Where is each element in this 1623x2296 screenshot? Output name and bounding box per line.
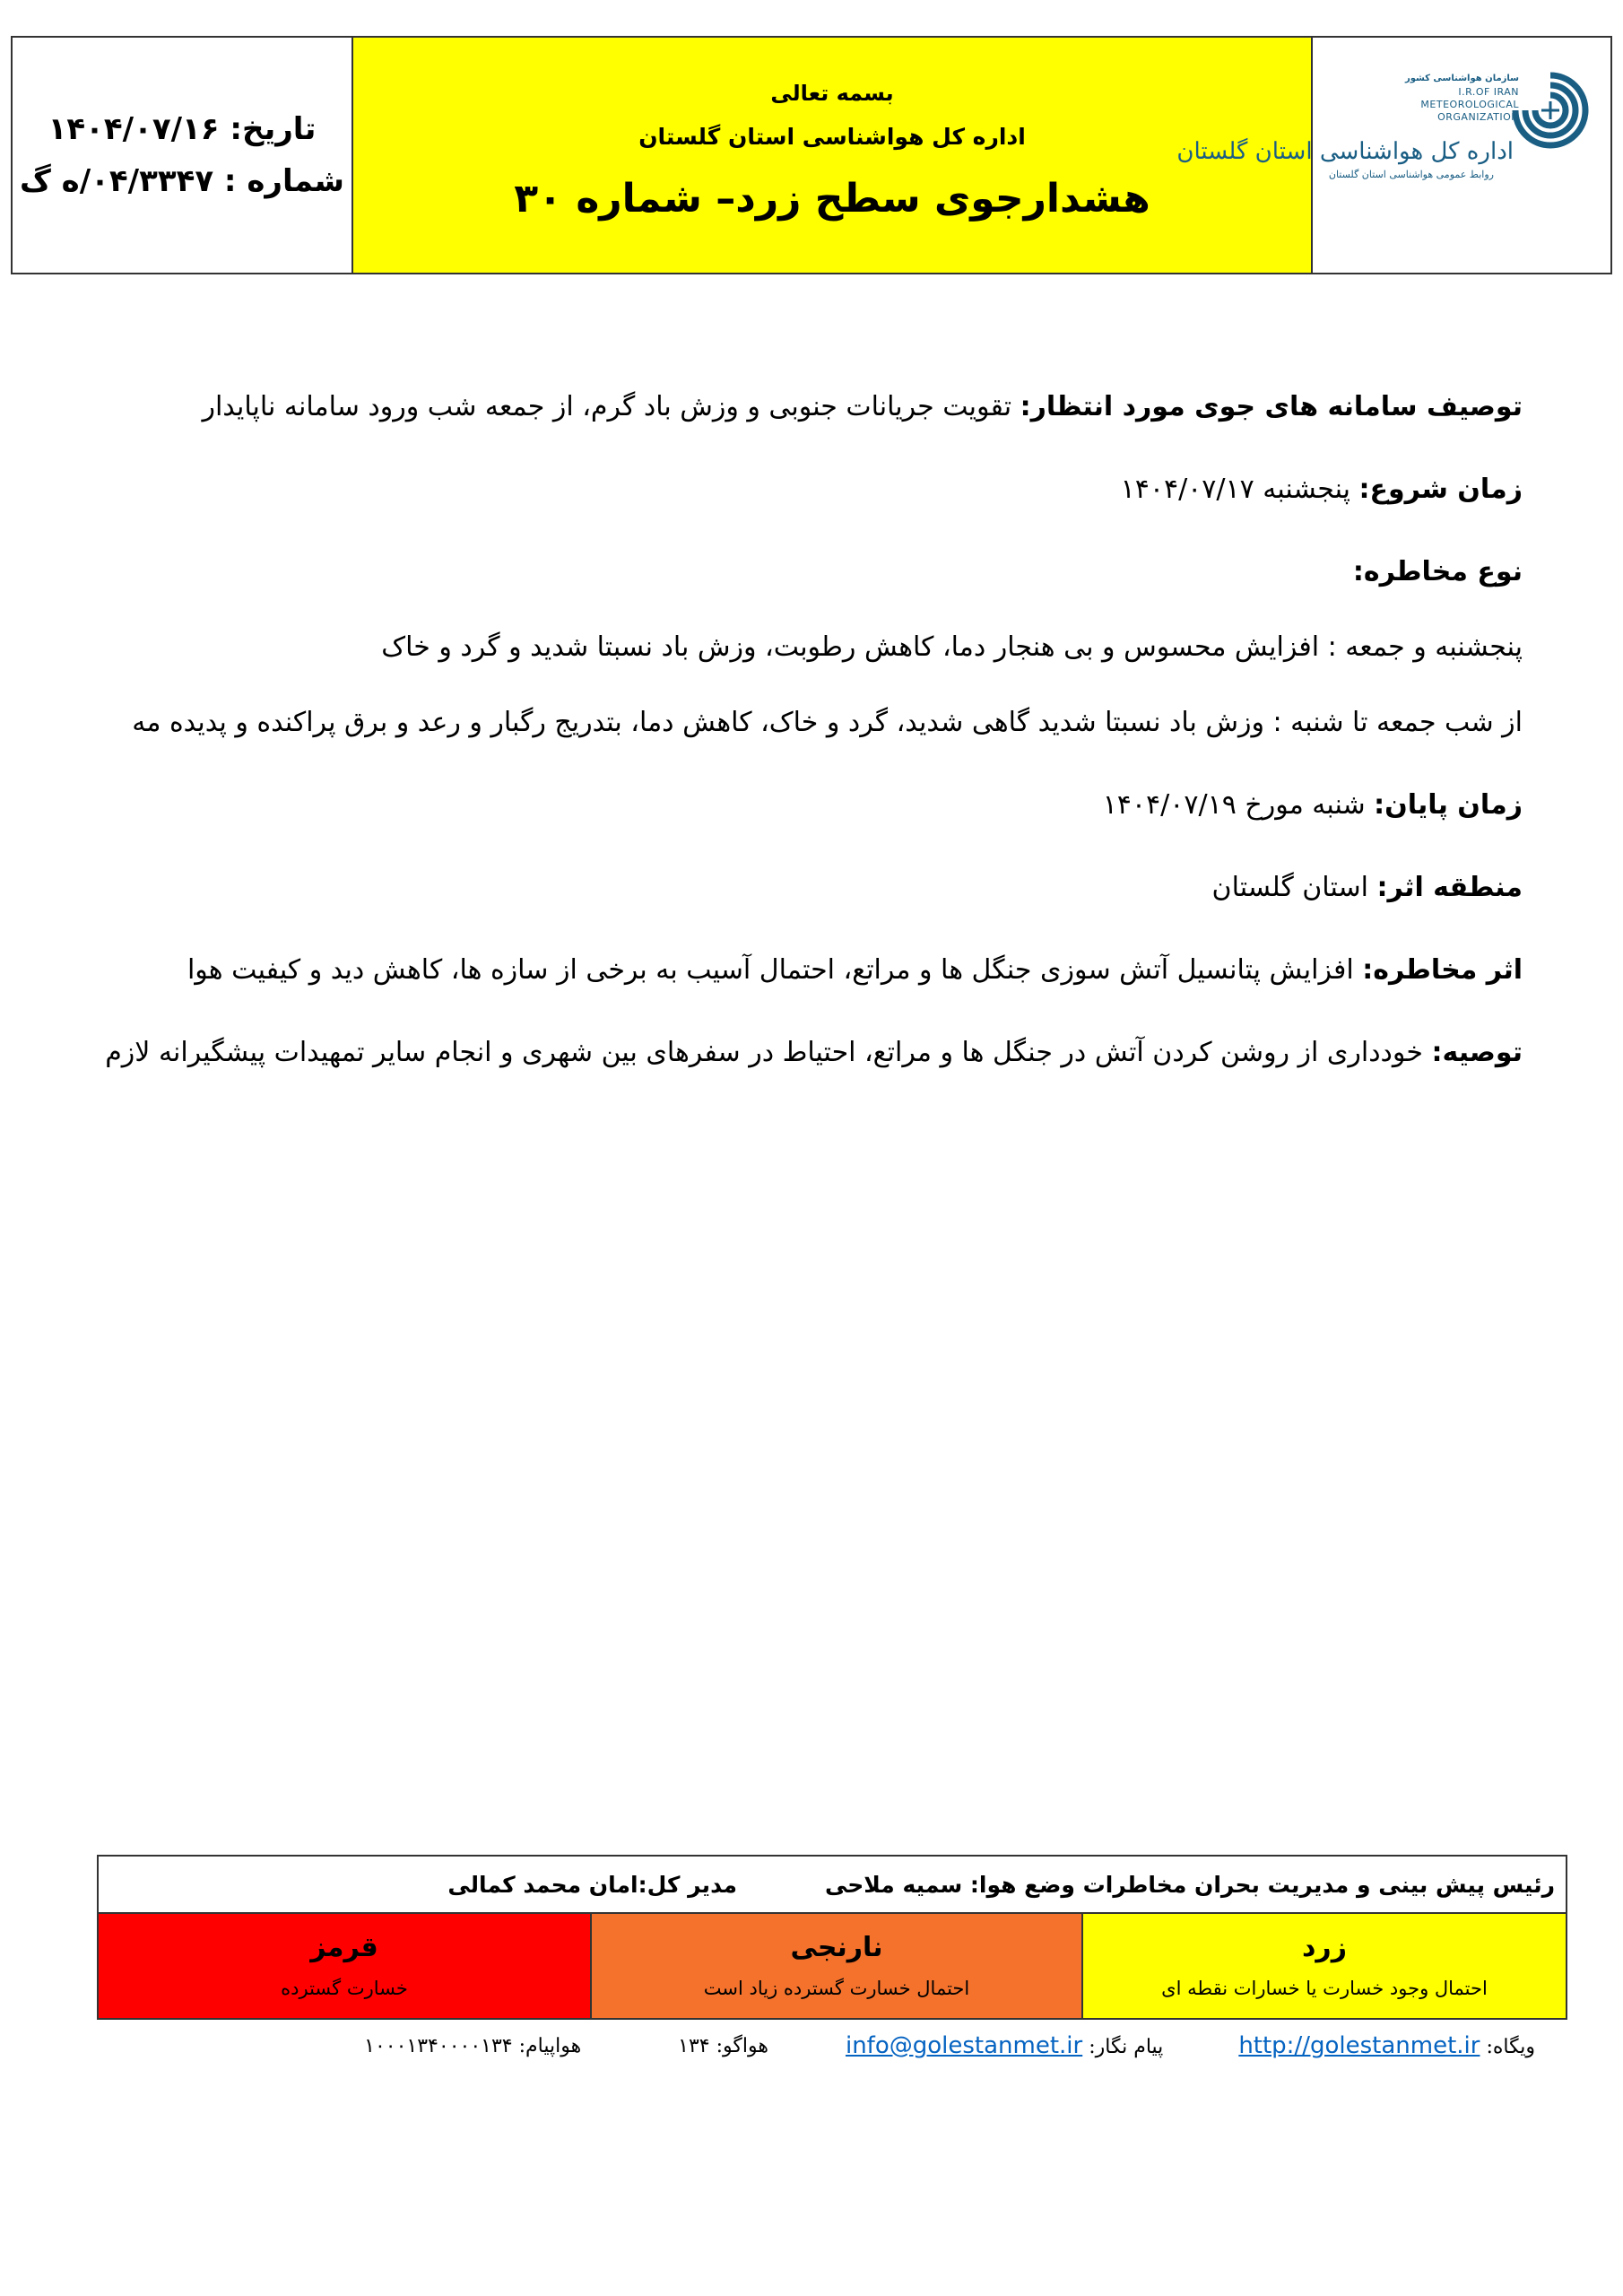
severity-yellow: [1081, 1914, 1566, 2018]
website-link[interactable]: http://golestanmet.ir: [1238, 2032, 1480, 2059]
start-time-label: زمان شروع:: [1358, 474, 1523, 505]
date-number-box: [13, 38, 353, 273]
hazard-type-line: پنجشنبه و جمعه : افزایش محسوس و بی هنجار دما، کاهش رطوبت، وزش باد نسبتا شدید و گرد و خاک: [381, 631, 1523, 663]
signatures-row: [99, 1857, 1566, 1914]
systems-label: توصیف سامانه های جوی مورد انتظار:: [1020, 391, 1523, 422]
systems-text: تقویت جریانات جنوبی و وزش باد گرم، از جمعه شب ورود سامانه ناپایدار: [202, 391, 1020, 422]
meteorological-organization-logo-icon: [1512, 72, 1589, 149]
invocation-text: بسمه تعالی: [770, 81, 894, 106]
hazard-impact-paragraph: [91, 933, 1523, 1008]
logo-subtitle: روابط عمومی هواشناسی استان گلستان: [1328, 169, 1494, 180]
severity-title: قرمز: [310, 1932, 378, 1963]
havapayam-label: هواپیام:: [518, 2034, 582, 2057]
end-time-text: شنبه مورخ ۱۴۰۴/۰۷/۱۹: [1102, 789, 1375, 821]
severity-legend-row: [99, 1914, 1566, 2018]
logo-box: [1176, 38, 1610, 273]
email-label: پیام نگار:: [1089, 2036, 1164, 2058]
start-time-text: پنجشنبه ۱۴۰۴/۰۷/۱۷: [1120, 474, 1359, 505]
date-value: ۱۴۰۴/۰۷/۱۶: [48, 111, 220, 147]
number-label: شماره :: [223, 163, 344, 199]
logo-org-en-line: METEOROLOGICAL: [1420, 99, 1519, 110]
severity-orange: [590, 1914, 1081, 2018]
logo-title: اداره کل هواشناسی استان گلستان: [1176, 138, 1514, 165]
organization-name: اداره کل هواشناسی استان گلستان: [638, 124, 1026, 150]
severity-title: زرد: [1302, 1932, 1347, 1963]
logo-org-en: [1420, 86, 1519, 124]
systems-paragraph: [91, 370, 1523, 445]
advice-text: خودداری از روشن کردن آتش در جنگل ها و مراتع، احتیاط در سفرهای بین شهری و انجام سایر تمهیدات پیشگیرانه لازم: [105, 1037, 1432, 1068]
email-contact: [846, 2032, 1163, 2059]
affected-area-label: منطقه اثر:: [1376, 872, 1523, 903]
advice-label: توصیه:: [1431, 1037, 1523, 1068]
start-time-paragraph: [91, 452, 1523, 527]
havago-value: ۱۳۴: [678, 2034, 710, 2057]
director-general-signature: مدیر کل:امان محمد کمالی: [447, 1871, 737, 1898]
end-time-paragraph: [91, 768, 1523, 843]
hazard-type-heading: [91, 535, 1523, 610]
logo-org-fa: سازمان هواشناسی کشور: [1404, 74, 1519, 83]
havapayam-contact: [364, 2035, 581, 2057]
havago-contact: [678, 2035, 768, 2057]
affected-area-paragraph: [91, 850, 1523, 926]
email-link[interactable]: info@golestanmet.ir: [845, 2032, 1083, 2059]
severity-description: خسارت گسترده: [281, 1978, 408, 1999]
document-header: [11, 36, 1612, 274]
havapayam-value: ۱۰۰۰۱۳۴۰۰۰۰۱۳۴: [364, 2034, 513, 2057]
severity-description: احتمال خسارت گسترده زیاد است: [703, 1978, 970, 1999]
hazard-impact-label: اثر مخاطره:: [1362, 954, 1523, 986]
affected-area-text: استان گلستان: [1211, 872, 1377, 903]
logo-org-en-line: ORGANIZATION: [1437, 111, 1519, 123]
alert-title-box: [353, 38, 1313, 273]
forecast-head-signature: رئیس پیش بینی و مدیریت بحران مخاطرات وضع هوا: سمیه ملاحی: [824, 1871, 1555, 1898]
date-line: [48, 103, 317, 155]
hazard-type-line: از شب جمعه تا شنبه : وزش باد نسبتا شدید گاهی شدید، گرد و خاک، کاهش دما، بتدریج رگبار و رعد و برق پراکنده و پدیده مه: [132, 707, 1523, 738]
havago-label: هواگو:: [716, 2034, 768, 2057]
severity-red: [99, 1914, 590, 2018]
date-label: تاریخ:: [230, 111, 317, 147]
alert-body: [91, 370, 1523, 1098]
severity-description: احتمال وجود خسارت یا خسارات نقطه ای: [1161, 1978, 1488, 1999]
end-time-label: زمان پایان:: [1374, 789, 1523, 821]
hazard-impact-text: افزایش پتانسیل آتش سوزی جنگل ها و مراتع، احتمال آسیب به برخی از سازه ها، کاهش دید و کیفیت هوا: [187, 954, 1363, 986]
hazard-type-label: نوع مخاطره:: [1352, 556, 1523, 587]
number-line: [20, 155, 344, 207]
website-contact: [1238, 2032, 1535, 2059]
website-label: ویگاه:: [1486, 2036, 1535, 2058]
number-value: ۰۴/۳۳۴۷/ه گ: [20, 163, 214, 199]
logo-org-en-line: I.R.OF IRAN: [1458, 86, 1519, 98]
alert-title: هشدارجوی سطح زرد– شماره ۳۰: [514, 176, 1150, 222]
advice-paragraph: [91, 1015, 1523, 1091]
signature-severity-table: [97, 1855, 1567, 2020]
contact-info: [97, 2023, 1535, 2068]
severity-title: نارنجی: [790, 1932, 883, 1963]
